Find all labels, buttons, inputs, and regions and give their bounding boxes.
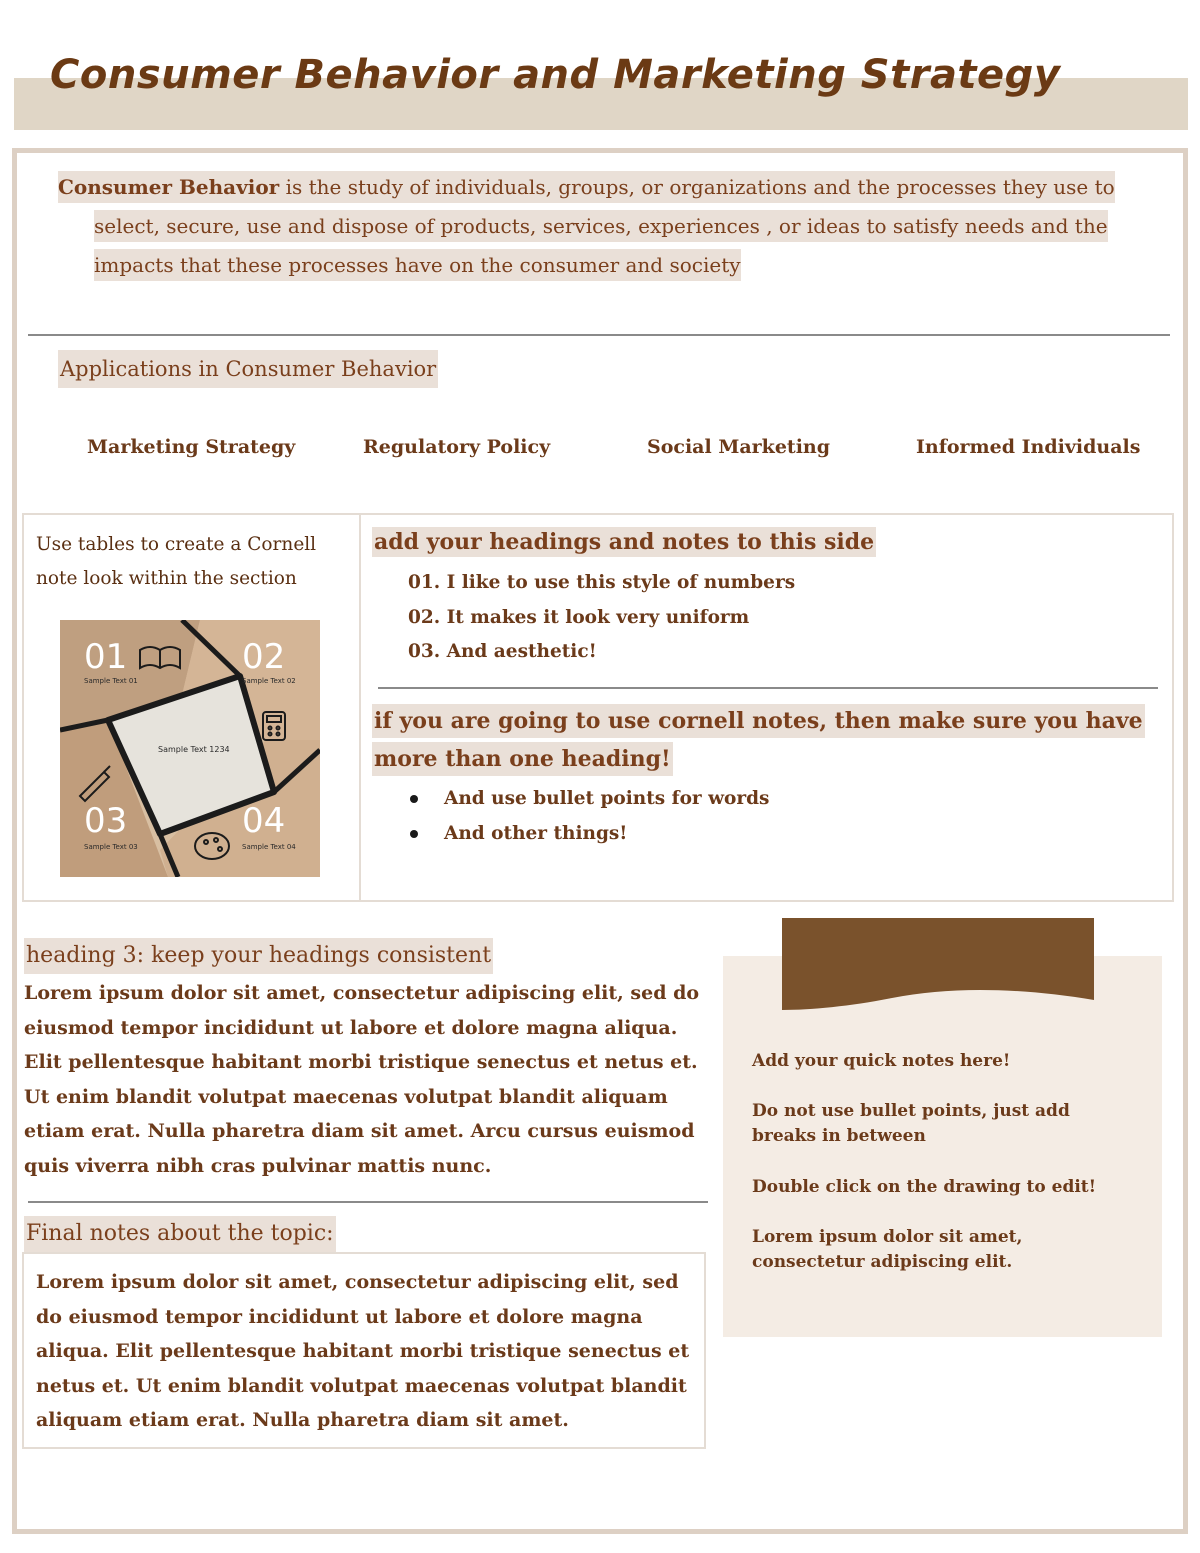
quick-note: Do not use bullet points, just add breaks in between bbox=[752, 1101, 1070, 1146]
bullet-list bbox=[410, 782, 769, 851]
cornell-heading-2-text: if you are going to use cornell notes, then make sure you have more than one heading! bbox=[372, 704, 1145, 776]
divider bbox=[28, 1201, 708, 1203]
applications-heading: Applications in Consumer Behavior bbox=[58, 350, 438, 388]
cornell-heading-1: add your headings and notes to this side bbox=[374, 529, 875, 555]
infographic-number-04: 04 bbox=[242, 801, 286, 841]
cornell-heading-2 bbox=[372, 702, 1158, 778]
list-item: 03. And aesthetic! bbox=[408, 641, 597, 662]
quick-note: Lorem ipsum dolor sit amet, consectetur adipiscing elit. bbox=[752, 1227, 1023, 1272]
infographic-center-caption: Sample Text 1234 bbox=[158, 745, 230, 754]
definition-paragraph bbox=[58, 168, 1148, 285]
infographic-number-03: 03 bbox=[84, 801, 128, 841]
infographic-caption-01: Sample Text 01 bbox=[84, 677, 138, 685]
application-item-marketing-strategy: Marketing Strategy bbox=[87, 436, 296, 458]
infographic-image bbox=[60, 620, 320, 877]
definition-text: is the study of individuals, groups, or organizations and the processes they use to select, secure, use and dispose of products, services, experiences , or ideas to satisfy needs and the impacts that these processes have on the consumer and society bbox=[94, 175, 1115, 277]
application-item-informed-individuals: Informed Individuals bbox=[916, 436, 1141, 458]
divider bbox=[28, 334, 1170, 336]
quick-note: Add your quick notes here! bbox=[752, 1051, 1011, 1071]
application-item-regulatory-policy: Regulatory Policy bbox=[363, 436, 551, 458]
cornell-column-divider bbox=[359, 513, 361, 902]
bullet-dot bbox=[410, 795, 418, 803]
infographic-number-02: 02 bbox=[242, 637, 286, 677]
infographic-number-01: 01 bbox=[84, 637, 128, 677]
quick-notes-banner-drawing[interactable] bbox=[782, 918, 1094, 1016]
infographic-caption-03: Sample Text 03 bbox=[84, 843, 138, 851]
cornell-cue-text: Use tables to create a Cornell note look within the section bbox=[36, 534, 317, 589]
infographic-caption-04: Sample Text 04 bbox=[242, 843, 296, 851]
numbered-list bbox=[408, 566, 795, 670]
infographic-caption-02: Sample Text 02 bbox=[242, 677, 296, 685]
bullet-dot bbox=[410, 830, 418, 838]
final-notes-body: Lorem ipsum dolor sit amet, consectetur adipiscing elit, sed do eiusmod tempor incididunt ut labore et dolore magna aliqua. Elit pellentesque habitant morbi tristique senectus et netus et. Ut enim blandit volutpat maecenas volutpat blandit aliquam etiam erat. Nulla pharetra diam sit amet. bbox=[36, 1271, 690, 1431]
page-title: Consumer Behavior and Marketing Strategy bbox=[50, 52, 1061, 98]
divider bbox=[378, 687, 1158, 689]
definition-term: Consumer Behavior bbox=[58, 175, 280, 199]
list-item: 02. It makes it look very uniform bbox=[408, 606, 750, 628]
list-item bbox=[410, 817, 769, 852]
list-item: 01. I like to use this style of numbers bbox=[408, 572, 796, 593]
final-notes-heading: Final notes about the topic: bbox=[24, 1216, 336, 1252]
bullet-text: And other things! bbox=[444, 822, 628, 844]
list-item bbox=[410, 782, 769, 817]
section-3-heading: heading 3: keep your headings consistent bbox=[24, 938, 493, 974]
bullet-text: And use bullet points for words bbox=[444, 788, 770, 809]
section-3-body: Lorem ipsum dolor sit amet, consectetur adipiscing elit, sed do eiusmod tempor incididunt ut labore et dolore magna aliqua. Elit pellentesque habitant morbi tristique senectus et netus et. Ut enim blandit volutpat maecenas volutpat blandit aliquam etiam erat. Nulla pharetra diam sit amet. Arcu cursus euismod quis viverra nibh cras pulvinar mattis nunc. bbox=[24, 982, 700, 1177]
application-item-social-marketing: Social Marketing bbox=[647, 436, 831, 458]
quick-note: Double click on the drawing to edit! bbox=[752, 1177, 1097, 1197]
